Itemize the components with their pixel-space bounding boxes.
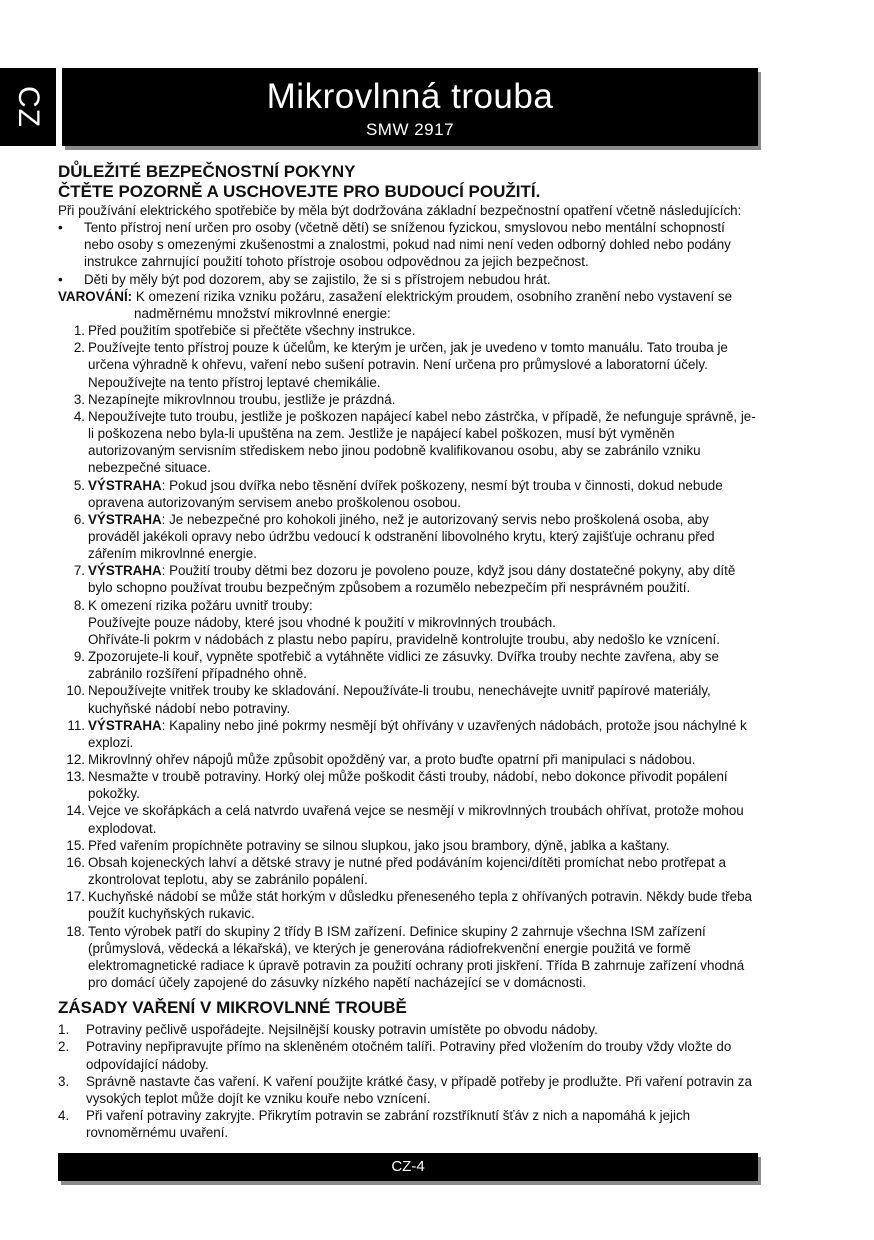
cooking-item-number: 1. [58, 1022, 70, 1038]
item-text: Zpozorujete-li kouř, vypněte spotřebič a vytáhněte vidlici ze zásuvky. Dvířka trouby nechte zavřena, aby se zabránilo rozšíření případného ohně. [88, 649, 719, 682]
page-title: Mikrovlnná trouba [266, 77, 554, 116]
item-number: 2. [73, 340, 85, 356]
item-number: 11. [67, 717, 85, 733]
item-subline: Používejte pouze nádoby, které jsou vhodné k použití v mikrovlnných troubách. [88, 614, 556, 630]
footer-bar [58, 1153, 758, 1181]
item-keyword: VÝSTRAHA [88, 563, 162, 579]
safety-item [58, 322, 758, 339]
safety-item [58, 854, 758, 888]
item-number: 16. [66, 854, 85, 870]
model-number: SMW 2917 [365, 120, 455, 139]
item-number: 5. [73, 477, 85, 493]
cooking-item-text: Při vaření potraviny zakryjte. Přikrytím potravin se zabrání rozstříknutí šťáv z nich a napomáhá k jejich rovnoměrnému uvaření. [86, 1107, 691, 1141]
item-text: : Kapaliny nebo jiné pokrmy nesmějí být ohřívány v uzavřených nádobách, protože jsou náchylné k explozi. [88, 717, 747, 750]
header-banner [62, 68, 758, 146]
item-keyword: VÝSTRAHA [88, 717, 162, 733]
bullet-marker: • [58, 220, 63, 236]
item-body [85, 768, 758, 802]
safety-item [58, 923, 758, 992]
safety-item [58, 751, 758, 768]
bullet-text: Děti by měly být pod dozorem, aby se zajistilo, že si s přístrojem nebudou hrát. [84, 271, 551, 287]
safety-bullet-list [58, 219, 758, 288]
safety-item [58, 408, 758, 477]
item-body [85, 391, 758, 408]
safety-item [58, 597, 758, 648]
item-text: : Je nebezpečné pro kohokoli jiného, než je autorizovaný servis nebo proškolená osoba, aby prováděl jakékoli opravy nebo údržbu vedoucí k odstranění libovolného krytu, který zajišťuje ochranu před zářením mikrovlnné energie. [88, 511, 715, 562]
item-body [85, 322, 758, 339]
safety-subheading: ČTĚTE POZORNĚ A USCHOVEJTE PRO BUDOUCÍ POUŽITÍ. [58, 182, 541, 201]
item-number: 3. [73, 391, 85, 407]
safety-numbered-list [58, 322, 758, 991]
item-body [85, 802, 758, 836]
item-number: 4. [73, 408, 85, 424]
safety-item [58, 562, 758, 596]
item-text: Vejce ve skořápkách a celá natvrdo uvařená vejce se nesmějí v mikrovlnných troubách ohřívat, protože mohou explodovat. [88, 803, 744, 836]
item-body [85, 339, 758, 390]
page-number: CZ-4 [391, 1158, 425, 1175]
item-text: Nepoužívejte tuto troubu, jestliže je poškozen napájecí kabel nebo zástrčka, v případě, že nefunguje správně, je-li poškozena nebo byla-li upuštěna na zem. Jestliže je napájecí kabel poškozen, musí být vyměněn autorizovaným servisním střediskem nebo jinou podobně kvalifikovanou osobu, aby se zabránilo vzniku nebezpečné situace. [88, 408, 756, 476]
warning-block [58, 288, 758, 322]
safety-heading: DŮLEŽITÉ BEZPEČNOSTNÍ POKYNY [58, 162, 356, 181]
bullet-item [58, 271, 758, 288]
item-body [85, 511, 758, 562]
item-number: 14. [66, 803, 85, 819]
item-number: 17. [66, 889, 85, 905]
item-number: 7. [73, 563, 85, 579]
item-text: Tento výrobek patří do skupiny 2 třídy B ISM zařízení. Definice skupiny 2 zahrnuje všechna ISM zařízení (průmyslová, vědecká a lékařská), ve kterých je generována rádiofrekvenční energie použitá ve formě elektromagnetické radiace k úpravě potravin za použití ochrany proti jiskření. Třída B zahrnuje zařízení vhodná pro domácí účely zapojené do zásuvky nízkého napětí nacházející se v domácnosti. [88, 923, 745, 991]
safety-item [58, 768, 758, 802]
item-body [85, 751, 758, 768]
language-code: CZ [12, 86, 45, 128]
item-body [85, 837, 758, 854]
item-text: Nepoužívejte vnitřek trouby ke skladování. Nepoužíváte-li troubu, nenechávejte uvnitř papírové materiály, kuchyňské nádobí nebo potraviny. [88, 683, 711, 716]
warning-text: K omezení rizika vzniku požáru, zasažení elektrickým proudem, osobního zranění nebo vystavení se nadměrnému množství mikrovlnné energie: [134, 288, 733, 321]
item-body [85, 562, 758, 596]
cooking-item [58, 1021, 758, 1038]
item-text: K omezení rizika požáru uvnitř trouby: [88, 597, 313, 613]
item-text: Před použitím spotřebiče si přečtěte všechny instrukce. [88, 323, 416, 339]
item-number: 9. [73, 649, 85, 665]
cooking-item [58, 1073, 758, 1107]
safety-item [58, 648, 758, 682]
bullet-item [58, 219, 758, 270]
item-keyword: VÝSTRAHA [88, 511, 162, 527]
item-keyword: VÝSTRAHA [88, 477, 162, 493]
item-body [85, 408, 758, 477]
cooking-item-text: Potraviny nepřipravujte přímo na skleněném otočném talíři. Potraviny před vložením do trouby vždy vložte do odpovídající nádoby. [86, 1039, 732, 1072]
item-body [85, 682, 758, 716]
language-tab [0, 68, 56, 146]
item-body [85, 854, 758, 888]
cooking-item-text: Potraviny pečlivě uspořádejte. Nejsilnější kousky potravin umístěte po obvodu nádoby. [86, 1022, 598, 1038]
cooking-item-text: Správně nastavte čas vaření. K vaření použijte krátké časy, v případě potřeby je prodlužte. Při vaření potravin za vysokých teplot může dojít ke vzniku kouře nebo vznícení. [86, 1073, 752, 1106]
cooking-numbered-list [58, 1021, 758, 1141]
item-body [85, 888, 758, 922]
item-body [85, 648, 758, 682]
safety-item [58, 477, 758, 511]
main-content [58, 162, 758, 1141]
safety-item [58, 717, 758, 751]
item-text: : Pokud jsou dvířka nebo těsnění dvířek poškozeny, nesmí být trouba v činnosti, dokud nebude opravena autorizovaným servisem anebo proškolenou osobou. [88, 477, 723, 510]
item-subline: Ohříváte-li pokrm v nádobách z plastu nebo papíru, pravidelně kontrolujte troubu, aby nedošlo ke vznícení. [88, 631, 720, 647]
item-text: Mikrovlnný ohřev nápojů může způsobit opožděný var, a proto buďte opatrní při manipulaci s nádobou. [88, 752, 696, 767]
item-text: Nesmažte v troubě potraviny. Horký olej může poškodit části trouby, nádobí, nebo dokonce přivodit popálení pokožky. [88, 769, 728, 802]
cooking-item-number: 2. [58, 1039, 70, 1055]
cooking-item [58, 1038, 758, 1072]
safety-intro: Při používání elektrického spotřebiče by měla být dodržována základní bezpečnostní opatření včetně následujících: [58, 203, 742, 218]
item-text: Kuchyňské nádobí se může stát horkým v důsledku přeneseného tepla z ohřívaných potravin. Někdy bude třeba použít kuchyňských rukavic. [88, 889, 752, 922]
bullet-marker: • [58, 271, 63, 287]
safety-item [58, 511, 758, 562]
item-body [85, 597, 758, 648]
warning-label: VAROVÁNÍ: [58, 288, 133, 304]
safety-item [58, 391, 758, 408]
item-body [85, 477, 758, 511]
item-number: 8. [73, 597, 85, 613]
bullet-text: Tento přístroj není určen pro osoby (včetně dětí) se sníženou fyzickou, smyslovou nebo mentální schopností nebo osoby s omezenými zkušenostmi a znalostmi, pokud nad nimi není veden odborný dohled nebo podány instrukce zahrnující použití tohoto přístroje osobou odpovědnou za jejich bezpečnost. [84, 220, 731, 270]
cooking-item-number: 3. [58, 1073, 70, 1089]
item-text: Před vařením propíchněte potraviny se silnou slupkou, jako jsou brambory, dýně, jablka a kaštany. [88, 837, 670, 853]
item-number: 12. [66, 752, 85, 767]
item-number: 13. [66, 769, 85, 785]
item-number: 6. [73, 511, 85, 527]
item-body [85, 923, 758, 992]
safety-item [58, 802, 758, 836]
safety-item [58, 837, 758, 854]
item-text: Používejte tento přístroj pouze k účelům, ke kterým je určen, jak je uvedeno v tomto manuálu. Tato trouba je určena výhradně k ohřevu, vaření nebo sušení potravin. Není určena pro průmyslové a laboratorní účely. Nepoužívejte na tento přístroj leptavé chemikálie. [88, 340, 728, 390]
item-number: 1. [73, 323, 85, 339]
item-text: Nezapínejte mikrovlnnou troubu, jestliže je prázdná. [88, 391, 396, 407]
safety-item [58, 339, 758, 390]
item-number: 10. [66, 683, 85, 699]
item-body [85, 717, 758, 751]
item-text: : Použití trouby dětmi bez dozoru je povoleno pouze, když jsou dány dostatečné pokyny, aby dítě bylo schopno používat troubu bezpečným způsobem a rozumělo nebezpečím při nesprávném použití. [88, 563, 736, 596]
safety-item [58, 888, 758, 922]
item-number: 18. [66, 923, 85, 939]
cooking-item [58, 1107, 758, 1141]
cooking-heading: ZÁSADY VAŘENÍ V MIKROVLNNÉ TROUBĚ [58, 998, 407, 1018]
cooking-item-number: 4. [58, 1107, 70, 1123]
safety-item [58, 682, 758, 716]
item-text: Obsah kojeneckých lahví a dětské stravy je nutné před podáváním kojenci/dítěti promíchat nebo protřepat a zkontrolovat teplotu, aby se zabránilo popálení. [88, 854, 726, 888]
item-number: 15. [66, 837, 85, 853]
